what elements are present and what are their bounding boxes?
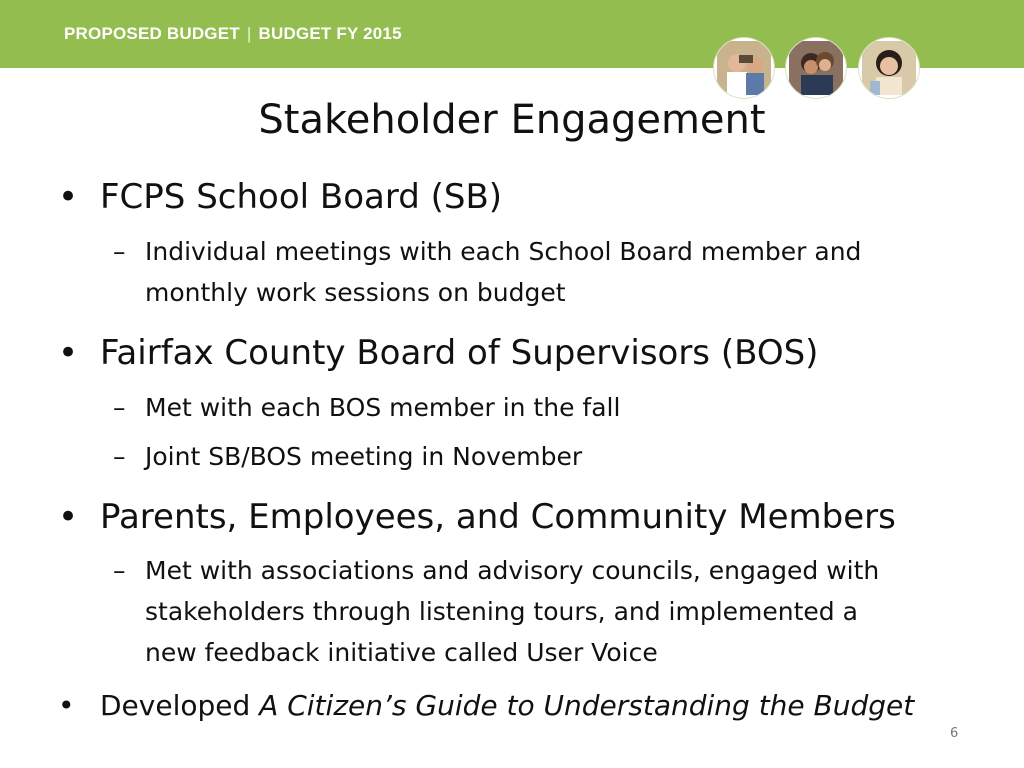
bullet-item-citizens-guide bbox=[58, 686, 915, 726]
students-photo-3 bbox=[859, 38, 919, 98]
sub-item-line: Met with associations and advisory councils, engaged with bbox=[145, 556, 880, 585]
sub-item-associations-cont-2 bbox=[145, 632, 658, 673]
sub-item-line: new feedback initiative called User Voice bbox=[145, 638, 658, 667]
sub-item-met-bos-members bbox=[113, 387, 621, 428]
sub-item-line: monthly work sessions on budget bbox=[145, 278, 566, 307]
dash-marker: – bbox=[113, 442, 126, 471]
sub-item-associations bbox=[113, 550, 880, 591]
header-proposed-budget: PROPOSED BUDGET bbox=[64, 24, 240, 43]
bullet-text: Parents, Employees, and Community Members bbox=[100, 497, 896, 537]
sub-item-individual-meetings bbox=[113, 231, 862, 272]
sub-item-line: Joint SB/BOS meeting in November bbox=[145, 442, 583, 471]
slide-title: Stakeholder Engagement bbox=[258, 97, 766, 143]
dash-marker: – bbox=[113, 556, 126, 585]
sub-item-individual-meetings-cont bbox=[145, 272, 566, 313]
bullet-text-plain: Developed bbox=[100, 689, 260, 722]
bullet-marker: • bbox=[58, 689, 75, 722]
bullet-marker: • bbox=[58, 177, 79, 217]
bullet-marker: • bbox=[58, 497, 79, 537]
sub-item-line: Individual meetings with each School Board member and bbox=[145, 237, 862, 266]
sub-item-joint-meeting bbox=[113, 436, 583, 477]
dash-marker: – bbox=[113, 393, 126, 422]
bullet-item-board-of-supervisors bbox=[58, 333, 819, 373]
students-photo-1 bbox=[714, 38, 774, 98]
sub-item-line: Met with each BOS member in the fall bbox=[145, 393, 621, 422]
sub-item-line: stakeholders through listening tours, and implemented a bbox=[145, 597, 858, 626]
students-photo-2 bbox=[786, 38, 846, 98]
page-number: 6 bbox=[950, 726, 959, 741]
bullet-item-school-board bbox=[58, 177, 503, 217]
bullet-marker: • bbox=[58, 333, 79, 373]
header-title bbox=[64, 24, 402, 44]
bullet-item-parents-employees bbox=[58, 497, 896, 537]
sub-item-associations-cont-1 bbox=[145, 591, 858, 632]
header-budget-fy: BUDGET FY 2015 bbox=[258, 24, 402, 43]
dash-marker: – bbox=[113, 237, 126, 266]
bullet-text: Fairfax County Board of Supervisors (BOS) bbox=[100, 333, 819, 373]
header-separator: | bbox=[246, 24, 252, 43]
bullet-text-italic-title: A Citizen’s Guide to Understanding the Budget bbox=[259, 689, 915, 722]
bullet-text: FCPS School Board (SB) bbox=[100, 177, 503, 217]
